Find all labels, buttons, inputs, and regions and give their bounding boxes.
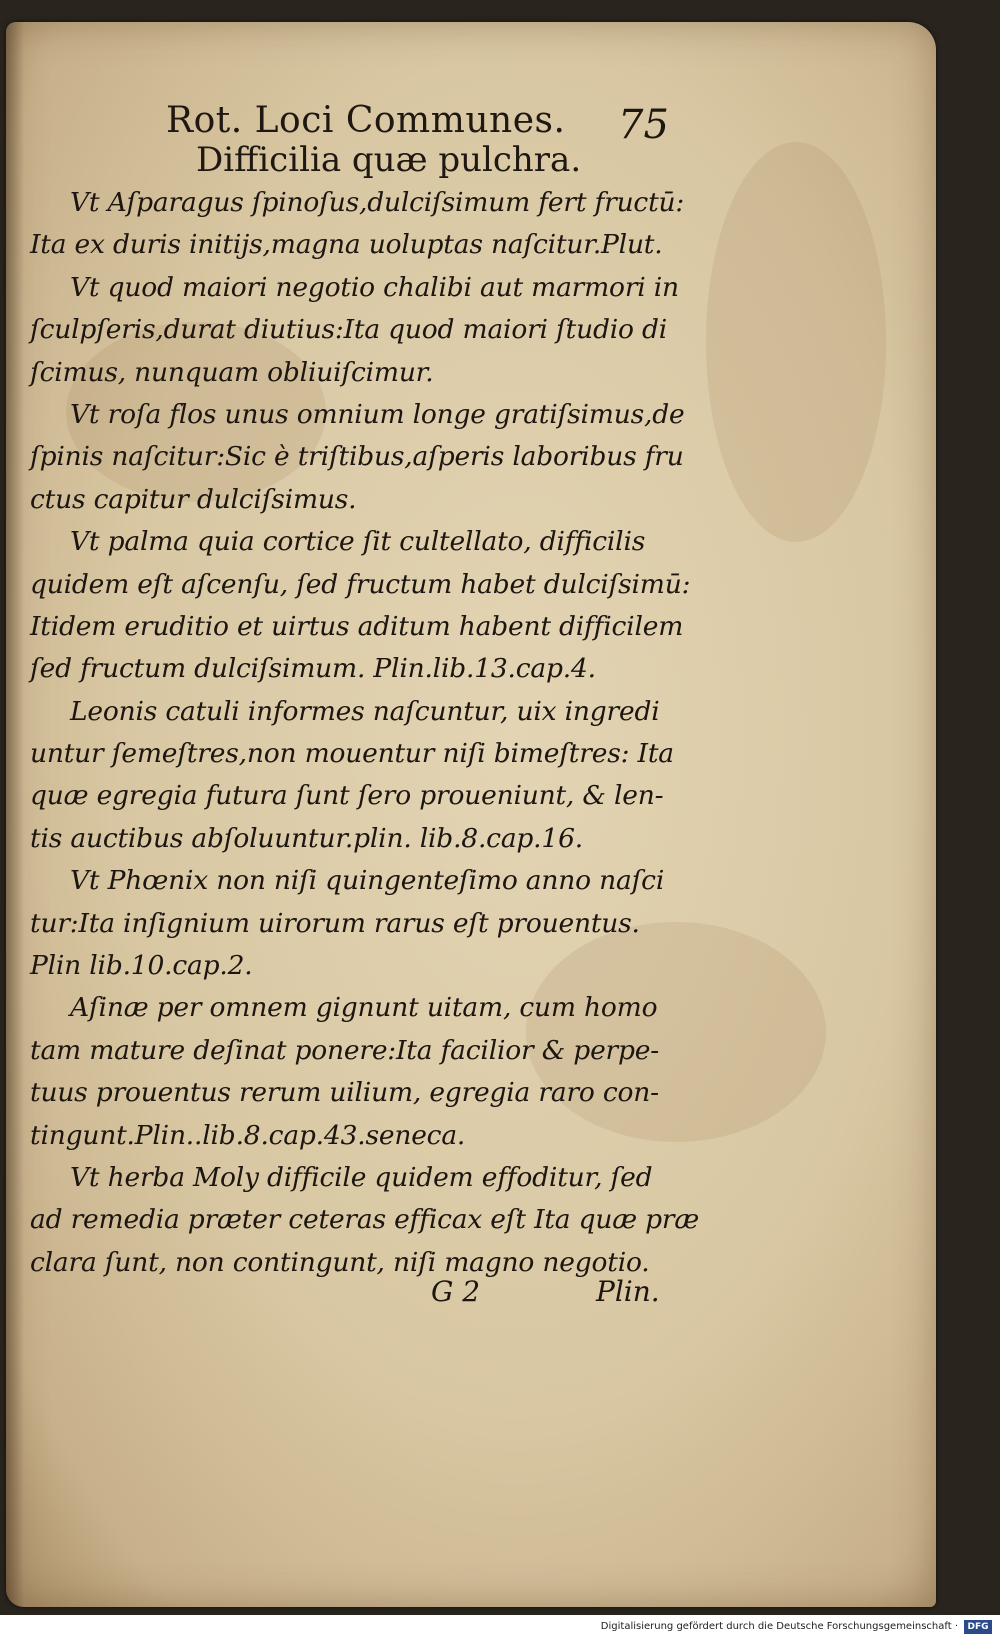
- dfg-logo: DFG: [964, 1620, 992, 1634]
- text-line: ad remedia præter ceteras efficax eſt Ita quæ præ: [30, 1204, 700, 1236]
- text-line: Vt Phœnix non niſi quingenteſimo anno naſci: [70, 865, 665, 897]
- text-line: quæ egregia futura ſunt ſero proueniunt, & len-: [30, 780, 664, 812]
- text-line: quidem eſt aſcenſu, ſed fructum habet dulciſsimū:: [30, 568, 691, 600]
- text-line: tur:Ita inſignium uirorum rarus eſt prouentus.: [30, 907, 640, 939]
- text-line: ſcimus, nunquam obliuiſcimur.: [30, 356, 434, 388]
- text-line: Vt roſa flos unus omnium longe gratiſsimus,de: [70, 398, 685, 430]
- text-line: tam mature deſinat ponere:Ita facilior & perpe-: [30, 1034, 660, 1066]
- gutter-shadow: [6, 22, 24, 1607]
- text-line: Vt herba Moly difficile quidem effoditur, ſed: [70, 1161, 653, 1193]
- signature-line: [6, 1275, 936, 1315]
- text-line: Aſinæ per omnem gignunt uitam, cum homo: [70, 992, 658, 1024]
- text-line: Plin lib.10.cap.2.: [30, 950, 253, 982]
- text-line: tingunt.Plin..lib.8.cap.43.seneca.: [30, 1119, 466, 1151]
- text-block: [30, 182, 700, 1284]
- digitization-footer: [0, 1615, 1000, 1641]
- paper-stain: [706, 142, 886, 542]
- signature-mark: G 2: [431, 1275, 481, 1308]
- text-line: ſculpſeris,durat diutius:Ita quod maiori ſtudio di: [30, 314, 668, 346]
- text-line: Vt quod maiori negotio chalibi aut marmori in: [70, 271, 679, 303]
- text-line: ctus capitur dulciſsimus.: [30, 483, 357, 515]
- text-line: Ita ex duris initijs,magna uoluptas naſcitur.Plut.: [30, 229, 663, 261]
- text-line: ſed fructum dulciſsimum. Plin.lib.13.cap.4.: [30, 653, 596, 685]
- text-line: untur ſemeſtres,non mouentur niſi bimeſtres: Ita: [30, 738, 674, 770]
- running-title: Rot. Loci Communes.: [166, 100, 566, 141]
- catchword: Plin.: [596, 1275, 660, 1308]
- text-line: Vt Aſparagus ſpinoſus,dulciſsimum fert fructū:: [70, 187, 685, 218]
- text-line: Leonis catuli informes naſcuntur, uix ingredi: [70, 695, 660, 727]
- book-page: [6, 22, 936, 1607]
- text-line: clara ſunt, non contingunt, niſi magno negotio.: [30, 1246, 650, 1278]
- running-subtitle: Difficilia quæ pulchra.: [196, 140, 582, 180]
- text-line: ſpinis naſcitur:Sic è triſtibus,aſperis laboribus fru: [30, 441, 684, 473]
- running-head: [6, 82, 936, 192]
- digitization-credit: Digitalisierung gefördert durch die Deutsche Forschungsgemeinschaft ·: [600, 1621, 958, 1632]
- text-line: Itidem eruditio et uirtus aditum habent difficilem: [30, 610, 684, 642]
- text-line: tuus prouentus rerum uilium, egregia raro con-: [30, 1077, 659, 1109]
- text-line: Vt palma quia cortice ſit cultellato, difficilis: [70, 526, 646, 558]
- text-line: tis auctibus abſoluuntur.plin. lib.8.cap.16.: [30, 822, 583, 854]
- page-number: 75: [618, 102, 669, 148]
